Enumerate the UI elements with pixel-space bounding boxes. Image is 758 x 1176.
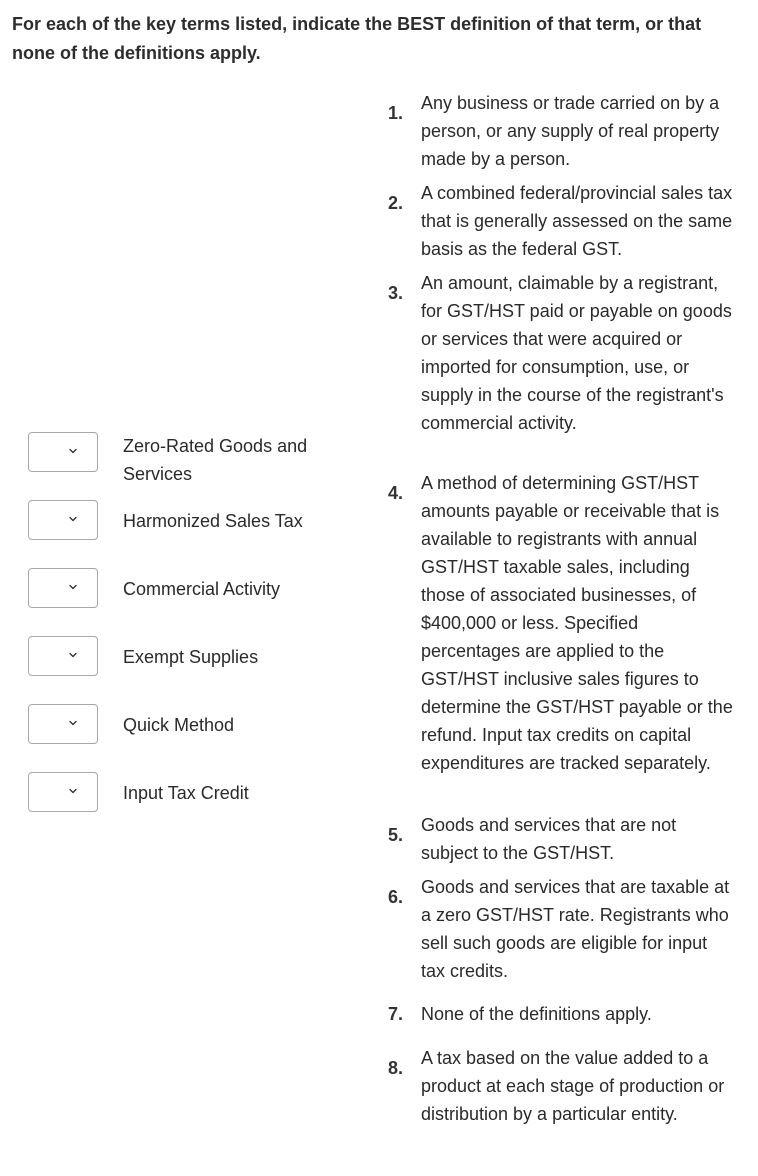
chevron-down-icon (68, 446, 78, 456)
term-label: Zero-Rated Goods and Services (123, 436, 308, 484)
definition-number: 5. (388, 825, 404, 845)
term-label: Harmonized Sales Tax (123, 511, 303, 531)
definition-text: Goods and services that are taxable at a zero GST/HST rate. Registrants who sell such goods are eligible for input tax credits. (421, 877, 730, 981)
definition-number: 6. (388, 887, 404, 907)
definition-text: A tax based on the value added to a product at each stage of production or distribution by a particular entity. (421, 1048, 725, 1124)
definition-number: 7. (388, 1004, 404, 1024)
definition-number: 1. (388, 103, 404, 123)
term-label: Quick Method (123, 715, 235, 735)
definition-number: 2. (388, 193, 404, 213)
term-label: Commercial Activity (123, 579, 281, 599)
definition-number: 3. (388, 283, 404, 303)
definition-select-zero-rated[interactable] (28, 432, 98, 472)
definition-text: None of the definitions apply. (421, 1004, 652, 1024)
term-row-zero-rated (28, 432, 348, 484)
term-row-input-tax-credit (28, 772, 348, 814)
definition-select-input-tax-credit[interactable] (28, 772, 98, 812)
definition-select-harmonized-sales-tax[interactable] (28, 500, 98, 540)
term-label: Exempt Supplies (123, 647, 259, 667)
definition-text: A method of determining GST/HST amounts payable or receivable that is available to registrants with annual GST/HST taxable sales, including those of associated businesses, of $400,000 or less. Specified percentages are applied to the GST/HST inclusive sales figures to determine the GST/HST payable or the refund. Input tax credits on capital expenditures are tracked separately. (421, 473, 733, 773)
term-row-exempt-supplies (28, 636, 348, 678)
definition-select-exempt-supplies[interactable] (28, 636, 98, 676)
instructions-text: For each of the key terms listed, indicate the BEST definition of that term, or that none of the definitions apply. (12, 14, 702, 63)
chevron-down-icon (68, 786, 78, 796)
definition-number: 4. (388, 483, 404, 503)
definition-select-commercial-activity[interactable] (28, 568, 98, 608)
term-row-quick-method (28, 704, 348, 746)
chevron-down-icon (68, 582, 78, 592)
definition-text: Any business or trade carried on by a person, or any supply of real property made by a person. (421, 93, 720, 169)
term-label: Input Tax Credit (123, 783, 249, 803)
definition-text: An amount, claimable by a registrant, for GST/HST paid or payable on goods or services that were acquired or imported for consumption, use, or supply in the course of the registrant's commercial activity. (421, 273, 732, 433)
chevron-down-icon (68, 650, 78, 660)
definition-number: 8. (388, 1058, 404, 1078)
term-row-commercial-activity (28, 568, 348, 610)
definition-text: Goods and services that are not subject to the GST/HST. (421, 815, 677, 863)
term-row-harmonized-sales-tax (28, 500, 348, 542)
definition-select-quick-method[interactable] (28, 704, 98, 744)
chevron-down-icon (68, 514, 78, 524)
definition-text: A combined federal/provincial sales tax that is generally assessed on the same basis as the federal GST. (421, 183, 733, 259)
chevron-down-icon (68, 718, 78, 728)
